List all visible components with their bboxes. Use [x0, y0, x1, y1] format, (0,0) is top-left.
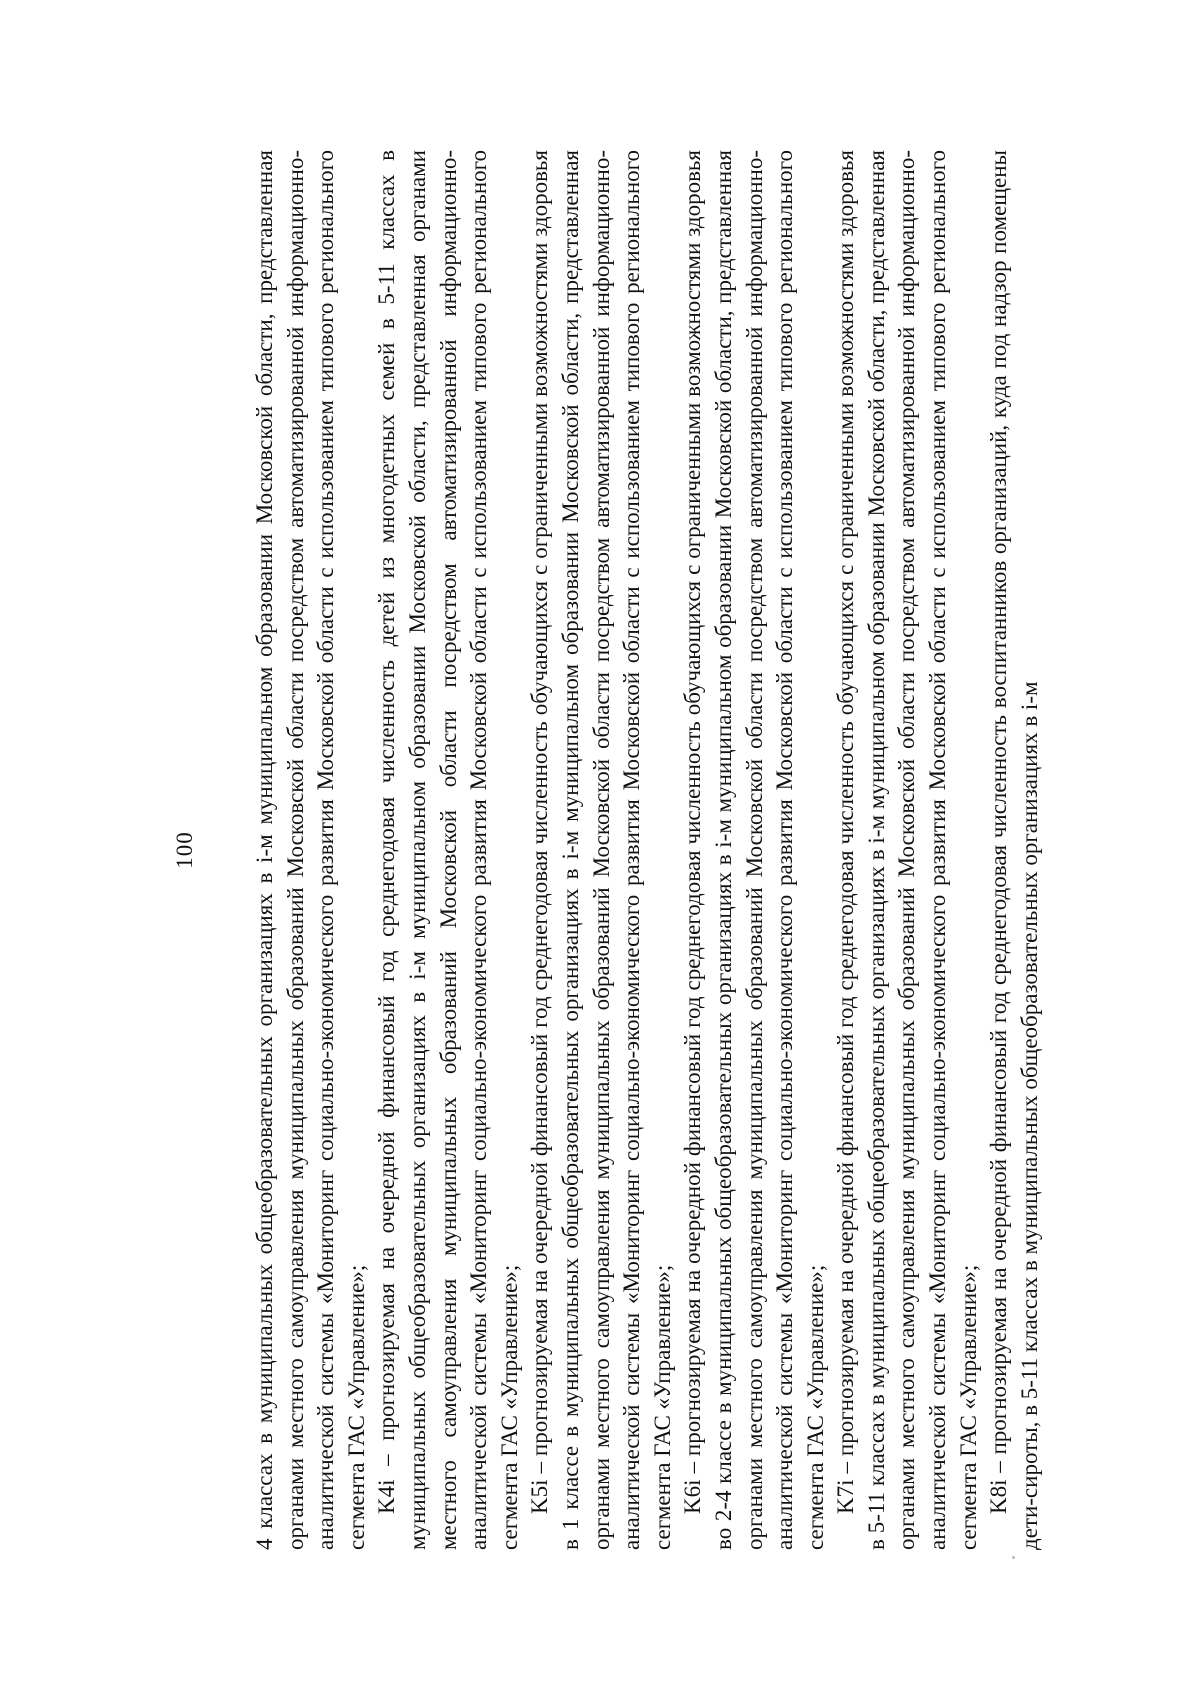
paragraph-k7i: K7i – прогнозируемая на очередной финансовый год среднегодовая численность обучающихся с ограниченными возможностями здоровья в 5-11 классах в муниципальных общеобразовательных организациях в i-м муниципальном образовании Московской области, представленная органами местного самоуправления муниципальных образований Московской области посредством автоматизированной информационно-аналитической системы «Мониторинг социально-экономического развития Московской области с использованием типового регионального сегмента ГАС «Управление»;	[833, 150, 981, 1550]
document-body	[250, 150, 1045, 1550]
paragraph-k5i: K5i – прогнозируемая на очередной финансовый год среднегодовая численность обучающихся с ограниченными возможностями здоровья в 1 классе в муниципальных общеобразовательных организациях в i-м муниципальном образовании Московской области, представленная органами местного самоуправления муниципальных образований Московской области посредством автоматизированной информационно-аналитической системы «Мониторинг социально-экономического развития Московской области с использованием типового регионального сегмента ГАС «Управление»;	[527, 150, 675, 1550]
paragraph-k4i: K4i – прогнозируемая на очередной финансовый год среднегодовая численность детей из многодетных семей в 5-11 классах в муниципальных общеобразовательных организациях в i-м муниципальном образовании Московской области, представленная органами местного самоуправления муниципальных образований Московской области посредством автоматизированной информационно-аналитической системы «Мониторинг социально-экономического развития Московской области с использованием типового регионального сегмента ГАС «Управление»;	[374, 150, 522, 1550]
paragraph-k8i: K8i – прогнозируемая на очередной финансовый год среднегодовая численность воспитанников организаций, куда под надзор помещены дети-сироты, в 5-11 классах в муниципальных общеобразовательных организациях в i-м	[986, 150, 1042, 1550]
paragraph-k6i: K6i – прогнозируемая на очередной финансовый год среднегодовая численность обучающихся с ограниченными возможностями здоровья во 2-4 классе в муниципальных общеобразовательных организациях в i-м муниципальном образовании Московской области, представленная органами местного самоуправления муниципальных образований Московской области посредством автоматизированной информационно-аналитической системы «Мониторинг социально-экономического развития Московской области с использованием типового регионального сегмента ГАС «Управление»;	[680, 150, 828, 1550]
paragraph-continuation: 4 классах в муниципальных общеобразовательных организациях в i-м муниципальном образовании Московской области, представленная органами местного самоуправления муниципальных образований Московской области посредством автоматизированной информационно-аналитической системы «Мониторинг социально-экономического развития Московской области с использованием типового регионального сегмента ГАС «Управление»;	[252, 150, 369, 1550]
scan-artifact-dot	[1012, 1556, 1015, 1559]
page-number: 100	[172, 831, 197, 869]
rotated-page	[100, 65, 1100, 1635]
